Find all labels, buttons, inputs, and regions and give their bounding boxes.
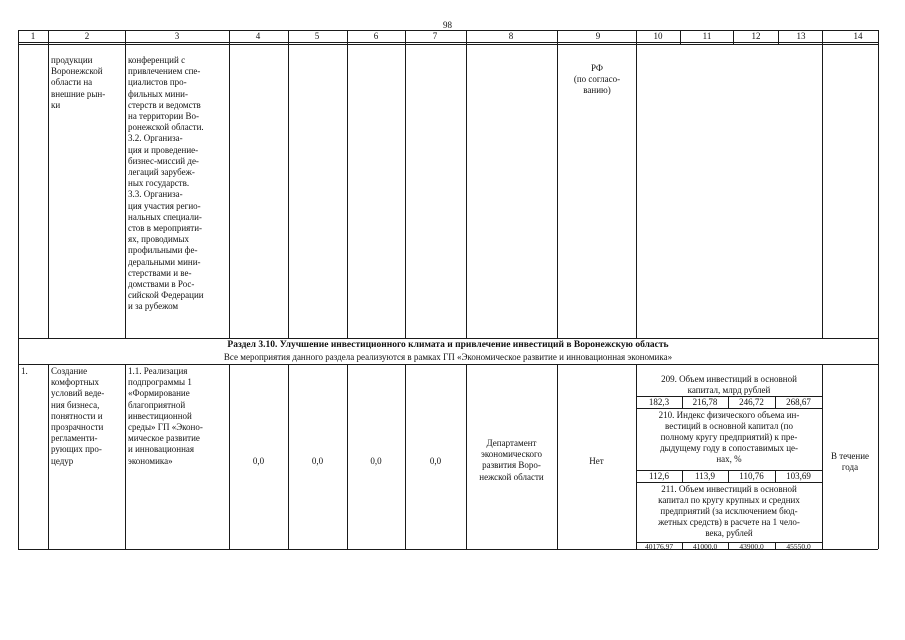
section-title: Раздел 3.10. Улучшение инвестиционного климата и привлечение инвестиций в Воронежскую область (227, 340, 669, 350)
indicator-209-value-1: 182,3 (648, 397, 670, 407)
indicator-209-text: 209. Объем инвестиций в основной капитал, млрд рублей (661, 374, 797, 395)
header-col-14: 14 (853, 31, 863, 41)
header-col-8: 8 (508, 31, 514, 41)
indicator-210-value-4: 103,69 (786, 471, 811, 481)
indicator-211-text: 211. Объем инвестиций в основной капитал по кругу крупных и средних предприятий (за исключением бюд- жетных средств) в расчете на 1 чело- века, рублей (658, 484, 800, 538)
header-col-2: 2 (84, 31, 90, 41)
cont-col9-text: РФ (по согласо- ванию) (573, 63, 621, 96)
row1-col5-value: 0,0 (311, 456, 324, 466)
row1-col14-text: В течение года (830, 451, 870, 473)
row1-col9-value: Нет (589, 456, 604, 466)
row1-number: 1. (21, 366, 28, 376)
header-col-10: 10 (653, 31, 663, 41)
indicator-211-value-4: 45550,0 (786, 542, 811, 551)
indicator-210-value-3: 110,76 (739, 471, 764, 481)
section-subtitle: Все мероприятия данного раздела реализуются в рамках ГП «Экономическое развитие и инновационная экономика» (223, 352, 673, 362)
indicator-209-value-3: 246,72 (739, 397, 764, 407)
row1-col2-text: Создание комфортных условий веде- ния бизнеса, понятности и прозрачности регламенти- рующих про- цедур (51, 366, 105, 466)
row1-col4-value: 0,0 (252, 456, 265, 466)
header-col-6: 6 (373, 31, 379, 41)
indicator-209-value-2: 216,78 (692, 397, 718, 407)
header-col-12: 12 (751, 31, 761, 41)
header-col-7: 7 (432, 31, 438, 41)
indicator-209-value-4: 268,67 (786, 397, 811, 407)
header-col-3: 3 (174, 31, 180, 41)
row1-col6-value: 0,0 (370, 456, 382, 466)
header-col-11: 11 (702, 31, 712, 41)
header-col-5: 5 (314, 31, 320, 41)
header-col-4: 4 (255, 31, 261, 41)
header-col-1: 1 (30, 31, 36, 41)
indicator-210-value-2: 113,9 (695, 471, 715, 481)
indicator-211-value-1: 40176,97 (644, 542, 674, 551)
indicator-210-text: 210. Индекс физического объема ин- вестиций в основной капитал (по полному кругу предприятий) к пре- дыдущему году в сопоставимых це- нах, % (658, 410, 800, 464)
indicator-211-value-3: 43900,0 (739, 542, 764, 551)
page-number: 98 (443, 20, 452, 30)
indicator-211-value-2: 41000,0 (692, 542, 718, 551)
header-col-13: 13 (796, 31, 806, 41)
row1-col3-text: 1.1. Реализация подпрограммы 1 «Формирование благоприятной инвестиционной среды» ГП «Эконо- мическое развитие и инновационная экономика» (128, 366, 203, 466)
row1-col7-value: 0,0 (429, 456, 442, 466)
header-col-9: 9 (595, 31, 601, 41)
cont-col2-text: продукции Воронежской области на внешние рын- ки (51, 55, 106, 110)
row1-col8-text: Департамент экономического развития Воро- нежской области (479, 438, 544, 482)
cont-col3-text: конференций с привлечением спе- циалистов про- фильных мини- стерств и ведомств на территории Во- ронежской области. 3.2. Организа- ция и проведение- бизнес-миссий де- легаций зарубеж- ных государств. 3.3. Организа- ция участия регио- нальных специали- стов в мероприяти- ях, проводимых профильными фе- деральными мини- стерствами и ве- домствами в Рос- сийской Федерации и за рубежом (128, 55, 204, 312)
indicator-210-value-1: 112,6 (649, 471, 669, 481)
